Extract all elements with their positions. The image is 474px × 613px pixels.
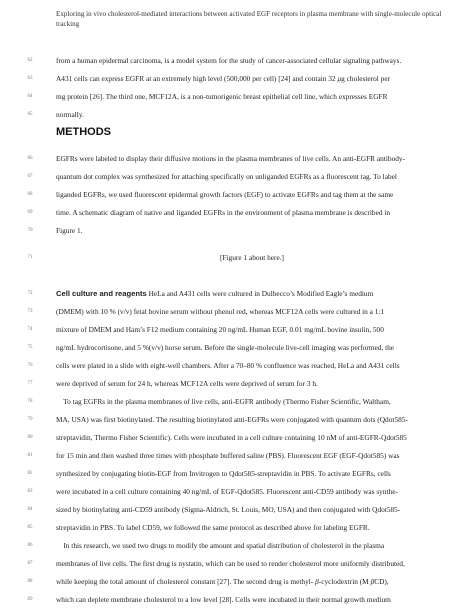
section-heading-methods: METHODS xyxy=(56,126,111,138)
text-segment: while keeping the total amount of cholesterol constant [27]. The second drug is methyl- xyxy=(56,577,316,586)
body-text-line: synthesized by conjugating biotin-EGF from Invitrogen to Qdot585-streptavidin in PBS. To activate EGFRs, cells xyxy=(56,469,391,478)
line-number: 70 xyxy=(27,228,33,233)
line-number: 69 xyxy=(27,210,33,215)
body-text-line: sized by biotinylating anti-CD59 antibody (Sigma-Aldrich, St. Louis, MO, USA) and then conjugated with Qdot585- xyxy=(56,505,401,514)
text-segment: g cholesterol per xyxy=(341,74,391,83)
body-text-line: were deprived of serum for 24 h, whereas MCF12A cells were deprived of serum for 3 h. xyxy=(56,379,318,388)
line-number: 72 xyxy=(27,291,33,296)
body-text-line: Figure 1. xyxy=(56,226,83,235)
line-number: 87 xyxy=(27,561,33,566)
line-number: 73 xyxy=(27,309,33,314)
line-number: 88 xyxy=(27,579,33,584)
greek-symbol: β xyxy=(315,577,319,586)
line-number: 65 xyxy=(27,112,33,117)
line-number: 79 xyxy=(27,417,33,422)
greek-symbol: β xyxy=(370,577,375,586)
line-number: 75 xyxy=(27,345,33,350)
line-number: 64 xyxy=(27,94,33,99)
line-number: 78 xyxy=(27,399,33,404)
text-segment: HeLa and A431 cells were cultured in Dulbecco’s Modified Eagle’s medium xyxy=(146,289,374,298)
text-segment: CD), xyxy=(374,577,389,586)
line-number: 84 xyxy=(27,507,33,512)
line-number: 81 xyxy=(27,453,33,458)
body-text-line: from a human epidermal carcinoma, is a model system for the study of cancer-associated cellular signaling pathways. xyxy=(56,56,402,65)
line-number: 67 xyxy=(27,174,33,179)
body-text-line: EGFRs were labeled to display their diffusive motions in the plasma membranes of live cells. An anti-EGFR antibody- xyxy=(56,154,406,163)
line-number: 89 xyxy=(27,597,33,602)
body-text-line: streptavidin, Thermo Fisher Scientific). Cells were incubated in a cell culture containing 10 nM of anti-EGFR-Qdot585 xyxy=(56,433,407,442)
text-segment: -cyclodextrin (M xyxy=(318,577,371,586)
line-number: 74 xyxy=(27,327,33,332)
body-text-line: which can deplete membrane cholesterol to a low level [28]. Cells were incubated in their normal growth medium xyxy=(56,595,391,604)
line-number: 85 xyxy=(27,525,33,530)
greek-symbol: μ xyxy=(337,74,342,83)
body-text-line: ng/mL hydrocortisone, and 5 %(v/v) horse serum. Before the single-molecule live-cell imaging was performed, the xyxy=(56,343,395,352)
body-text-line: normally. xyxy=(56,110,84,119)
line-number: 66 xyxy=(27,156,33,161)
body-text-line: quantum dot complex was synthesized for attaching specifically on unliganded EGFRs as a fluorescent tag. To label xyxy=(56,172,397,181)
body-text-line: mixture of DMEM and Ham’s F12 medium containing 20 ng/mL Human EGF, 0.01 mg/mL bovine insulin, 500 xyxy=(56,325,384,334)
body-text-line: (DMEM) with 10 % (v/v) fetal bovine serum without phenol red, whereas MCF12A cells were cultured in a 1:1 xyxy=(56,307,385,316)
line-number: 83 xyxy=(27,489,33,494)
body-text-line: liganded EGFRs, we used fluorescent epidermal growth factors (EGF) to activate EGFRs and tag them at the same xyxy=(56,190,394,199)
body-text-line: In this research, we used two drugs to modify the amount and spatial distribution of cholesterol in the plasma xyxy=(56,541,385,550)
line-number: 82 xyxy=(27,471,33,476)
figure-placeholder: [Figure 1 about here.] xyxy=(219,253,285,262)
subsection-heading: Cell culture and reagents xyxy=(56,289,147,298)
body-text-line: To tag EGFRs in the plasma membranes of live cells, anti-EGFR antibody (Thermo Fisher Scientific, Waltham, xyxy=(56,397,391,406)
line-number: 71 xyxy=(27,255,33,260)
body-text-line xyxy=(56,73,448,84)
body-text-line: membranes of live cells. The first drug is nystatin, which can be used to render cholesterol more uniformly distributed, xyxy=(56,559,405,568)
running-header: Exploring in vivo cholesterol-mediated interactions between activated EGF receptors in plasma membrane with single-molecule optical tracking xyxy=(56,10,442,28)
body-text-line: cells were plated in a slide with eight-well chambers. After a 70–80 % confluence was reached, HeLa and A431 cells xyxy=(56,361,400,370)
body-text-line: streptavidin in PBS. To label CD59, we followed the same protocol as described above for labeling EGFR. xyxy=(56,523,370,532)
line-number: 77 xyxy=(27,381,33,386)
body-text-line xyxy=(56,288,448,299)
line-number: 76 xyxy=(27,363,33,368)
text-segment: A431 cells can express EGFR at an extremely high level (500,000 per cell) [24] and contain 32 xyxy=(56,74,338,83)
line-number: 62 xyxy=(27,58,33,63)
body-text-line xyxy=(56,576,448,587)
body-text-line: time. A schematic diagram of native and liganded EGFRs in the environment of plasma membrane is described in xyxy=(56,208,391,217)
line-number: 63 xyxy=(27,76,33,81)
body-text-line: mg protein [26]. The third one, MCF12A, is a non-tumorigenic breast epithelial cell line, which expresses EGFR xyxy=(56,92,388,101)
body-text-line: were incubated in a cell culture containing 40 ng/mL of EGF-Qdot585. Fluorescent anti-CD59 antibody was synthe- xyxy=(56,487,398,496)
line-number: 86 xyxy=(27,543,33,548)
line-number: 68 xyxy=(27,192,33,197)
body-text-line: for 15 min and then washed three times with phosphate buffered saline (PBS). Fluorescent EGF (EGF-Qdot585) was xyxy=(56,451,400,460)
body-text-line: MA, USA) was first biotinylated. The resulting biotinylated anti-EGFRs were conjugated with quantum dots (Qdot585- xyxy=(56,415,408,424)
line-number: 80 xyxy=(27,435,33,440)
